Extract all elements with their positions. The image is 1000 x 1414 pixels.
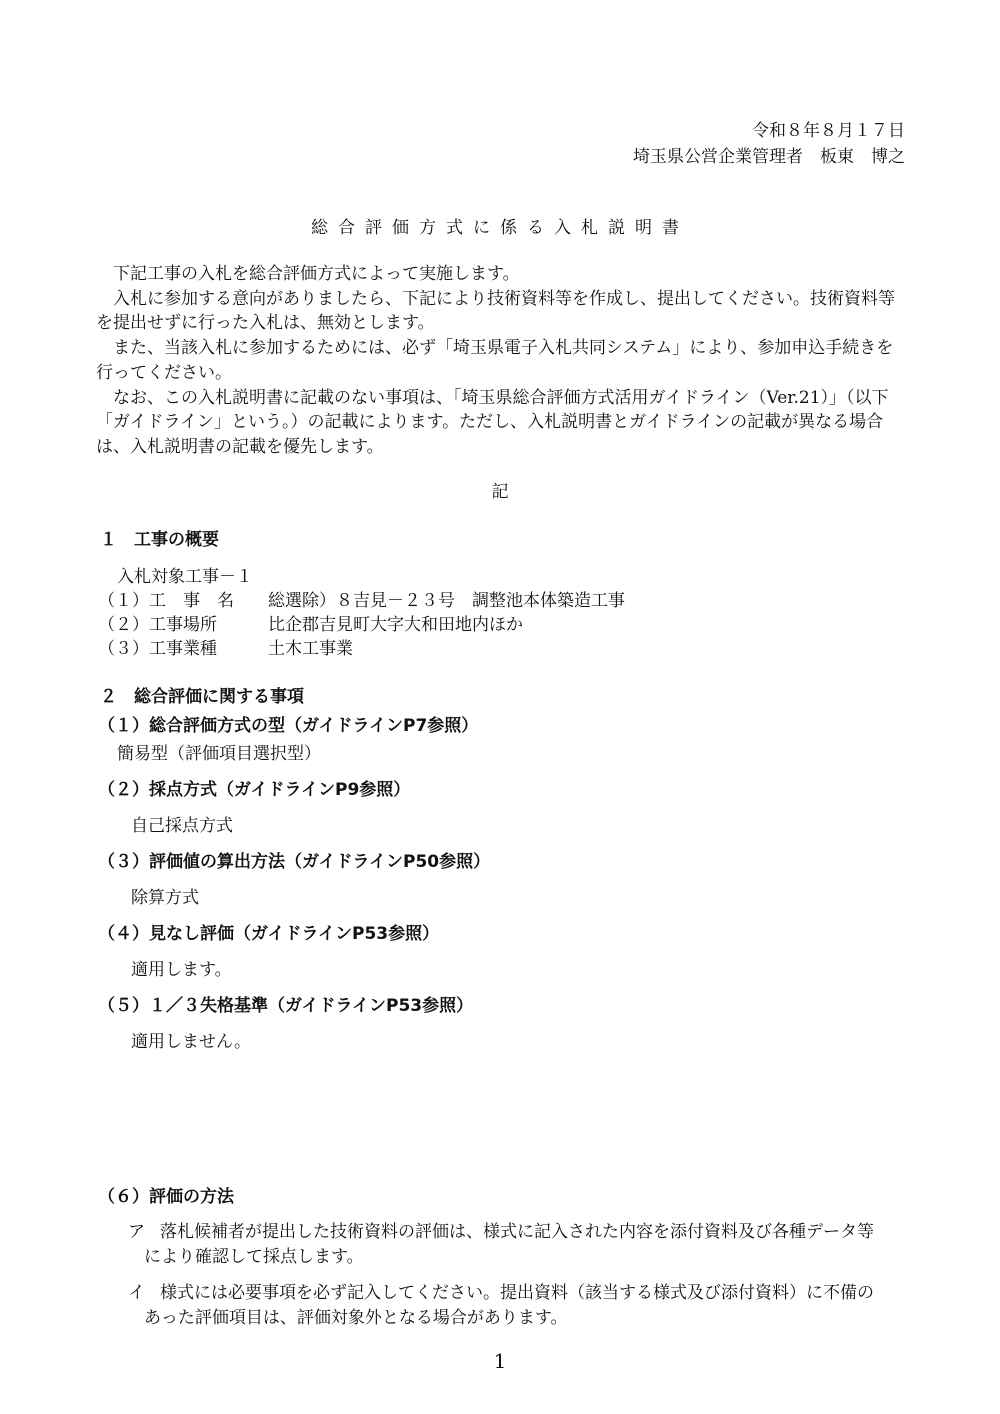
work-row: [98, 638, 353, 660]
item-body: 適用しません。: [131, 1032, 252, 1052]
item-heading: （５）１／３失格基準（ガイドラインP53参照）: [98, 996, 474, 1016]
evaluation-point: [128, 1220, 888, 1269]
page-number: 1: [493, 1349, 507, 1373]
item-body: 自己採点方式: [131, 816, 233, 836]
work-row: [98, 590, 625, 612]
point-text: 様式には必要事項を必ず記入してください。提出資料（該当する様式及び添付資料）に不備のあった評価項目は、評価対象外となる場合があります。: [144, 1283, 874, 1328]
work-row-value: 土木工事業: [268, 639, 353, 659]
item6-heading: （６）評価の方法: [98, 1187, 234, 1207]
ki-marker: 記: [491, 482, 509, 502]
work-row-label: （２）工事場所: [98, 615, 217, 635]
intro-paragraph: 下記工事の入札を総合評価方式によって実施します。: [113, 264, 520, 284]
document-title: 総合評価方式に係る入札説明書: [311, 218, 689, 238]
issuer-name: 埼玉県公営企業管理者 板東 博之: [633, 147, 905, 167]
evaluation-point: [128, 1281, 888, 1330]
work-row-label: （３）工事業種: [98, 639, 217, 659]
item-body: 適用します。: [131, 960, 232, 980]
intro-paragraph: 入札に参加する意向がありましたら、下記により技術資料等を作成し、提出してください。技術資料等を提出せずに行った入札は、無効とします。: [96, 288, 895, 334]
item-heading: （２）採点方式（ガイドラインP9参照）: [98, 780, 411, 800]
item-heading: （４）見なし評価（ガイドラインP53参照）: [98, 924, 440, 944]
point-marker: ア: [128, 1222, 145, 1242]
work-row-label: （１）工 事 名: [98, 591, 234, 611]
section1-heading: １ 工事の概要: [100, 530, 219, 550]
point-marker: イ: [128, 1283, 145, 1303]
item-heading: （１）総合評価方式の型（ガイドラインP7参照）: [98, 716, 479, 736]
intro-paragraphs: [96, 262, 896, 460]
section2-heading: ２ 総合評価に関する事項: [100, 687, 304, 707]
work-row: [98, 614, 523, 636]
intro-paragraph: なお、この入札説明書に記載のない事項は、「埼玉県総合評価方式活用ガイドライン（Ver.21）」（以下「ガイドライン」という。）の記載によります。ただし、入札説明書とガイドラインの記載が異なる場合は、入札説明書の記載を優先します。: [96, 387, 889, 457]
item-heading: （３）評価値の算出方法（ガイドラインP50参照）: [98, 852, 491, 872]
work-row-value: 総選除）８吉見－２３号 調整池本体築造工事: [268, 591, 625, 611]
item-body: 簡易型（評価項目選択型）: [117, 744, 321, 764]
target-work: 入札対象工事－１: [117, 567, 253, 587]
item-body: 除算方式: [131, 888, 199, 908]
work-row-value: 比企郡吉見町大字大和田地内ほか: [268, 615, 523, 635]
document-date: 令和８年８月１７日: [752, 121, 905, 141]
point-text: 落札候補者が提出した技術資料の評価は、様式に記入された内容を添付資料及び各種データ等により確認して採点します。: [144, 1222, 874, 1267]
intro-paragraph: また、当該入札に参加するためには、必ず「埼玉県電子入札共同システム」により、参加申込手続きを行ってください。: [96, 338, 894, 383]
